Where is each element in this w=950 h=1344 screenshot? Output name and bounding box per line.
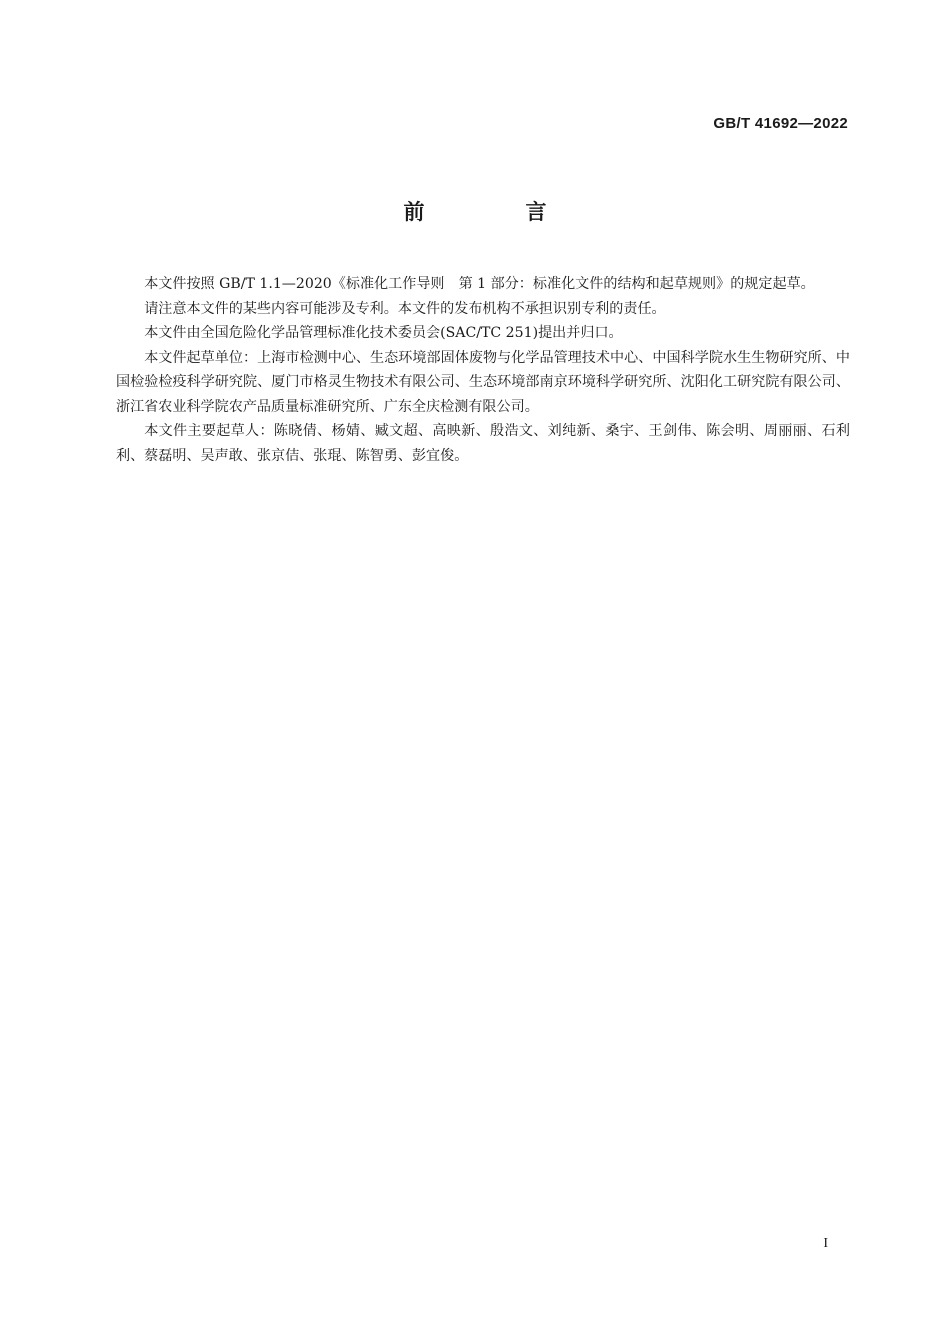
foreword-body bbox=[116, 272, 850, 468]
paragraph-patent-notice: 请注意本文件的某些内容可能涉及专利。本文件的发布机构不承担识别专利的责任。 bbox=[144, 300, 666, 317]
page-title: 前 言 bbox=[403, 200, 587, 224]
page-number: I bbox=[823, 1236, 828, 1251]
standard-code: GB/T 41692—2022 bbox=[713, 115, 848, 132]
paragraph-drafting-units: 本文件起草单位：上海市检测中心、生态环境部固体废物与化学品管理技术中心、中国科学院水生生物研究所、中国检验检疫科学研究院、厦门市格灵生物技术有限公司、生态环境部南京环境科学研究所、沈阳化工研究院有限公司、浙江省农业科学院农产品质量标准研究所、广东全庆检测有限公司。 bbox=[116, 349, 850, 415]
paragraph-drafting-rules: 本文件按照 GB/T 1.1—2020《标准化工作导则 第 1 部分：标准化文件的结构和起草规则》的规定起草。 bbox=[144, 276, 815, 292]
paragraph-proposer: 本文件由全国危险化学品管理标准化技术委员会(SAC/TC 251)提出并归口。 bbox=[144, 325, 623, 341]
paragraph-drafters: 本文件主要起草人：陈晓倩、杨婧、臧文超、高映新、殷浩文、刘纯新、桑宇、王剑伟、陈会明、周丽丽、石利利、蔡磊明、吴声敢、张京佶、张琨、陈智勇、彭宜俊。 bbox=[116, 423, 850, 464]
